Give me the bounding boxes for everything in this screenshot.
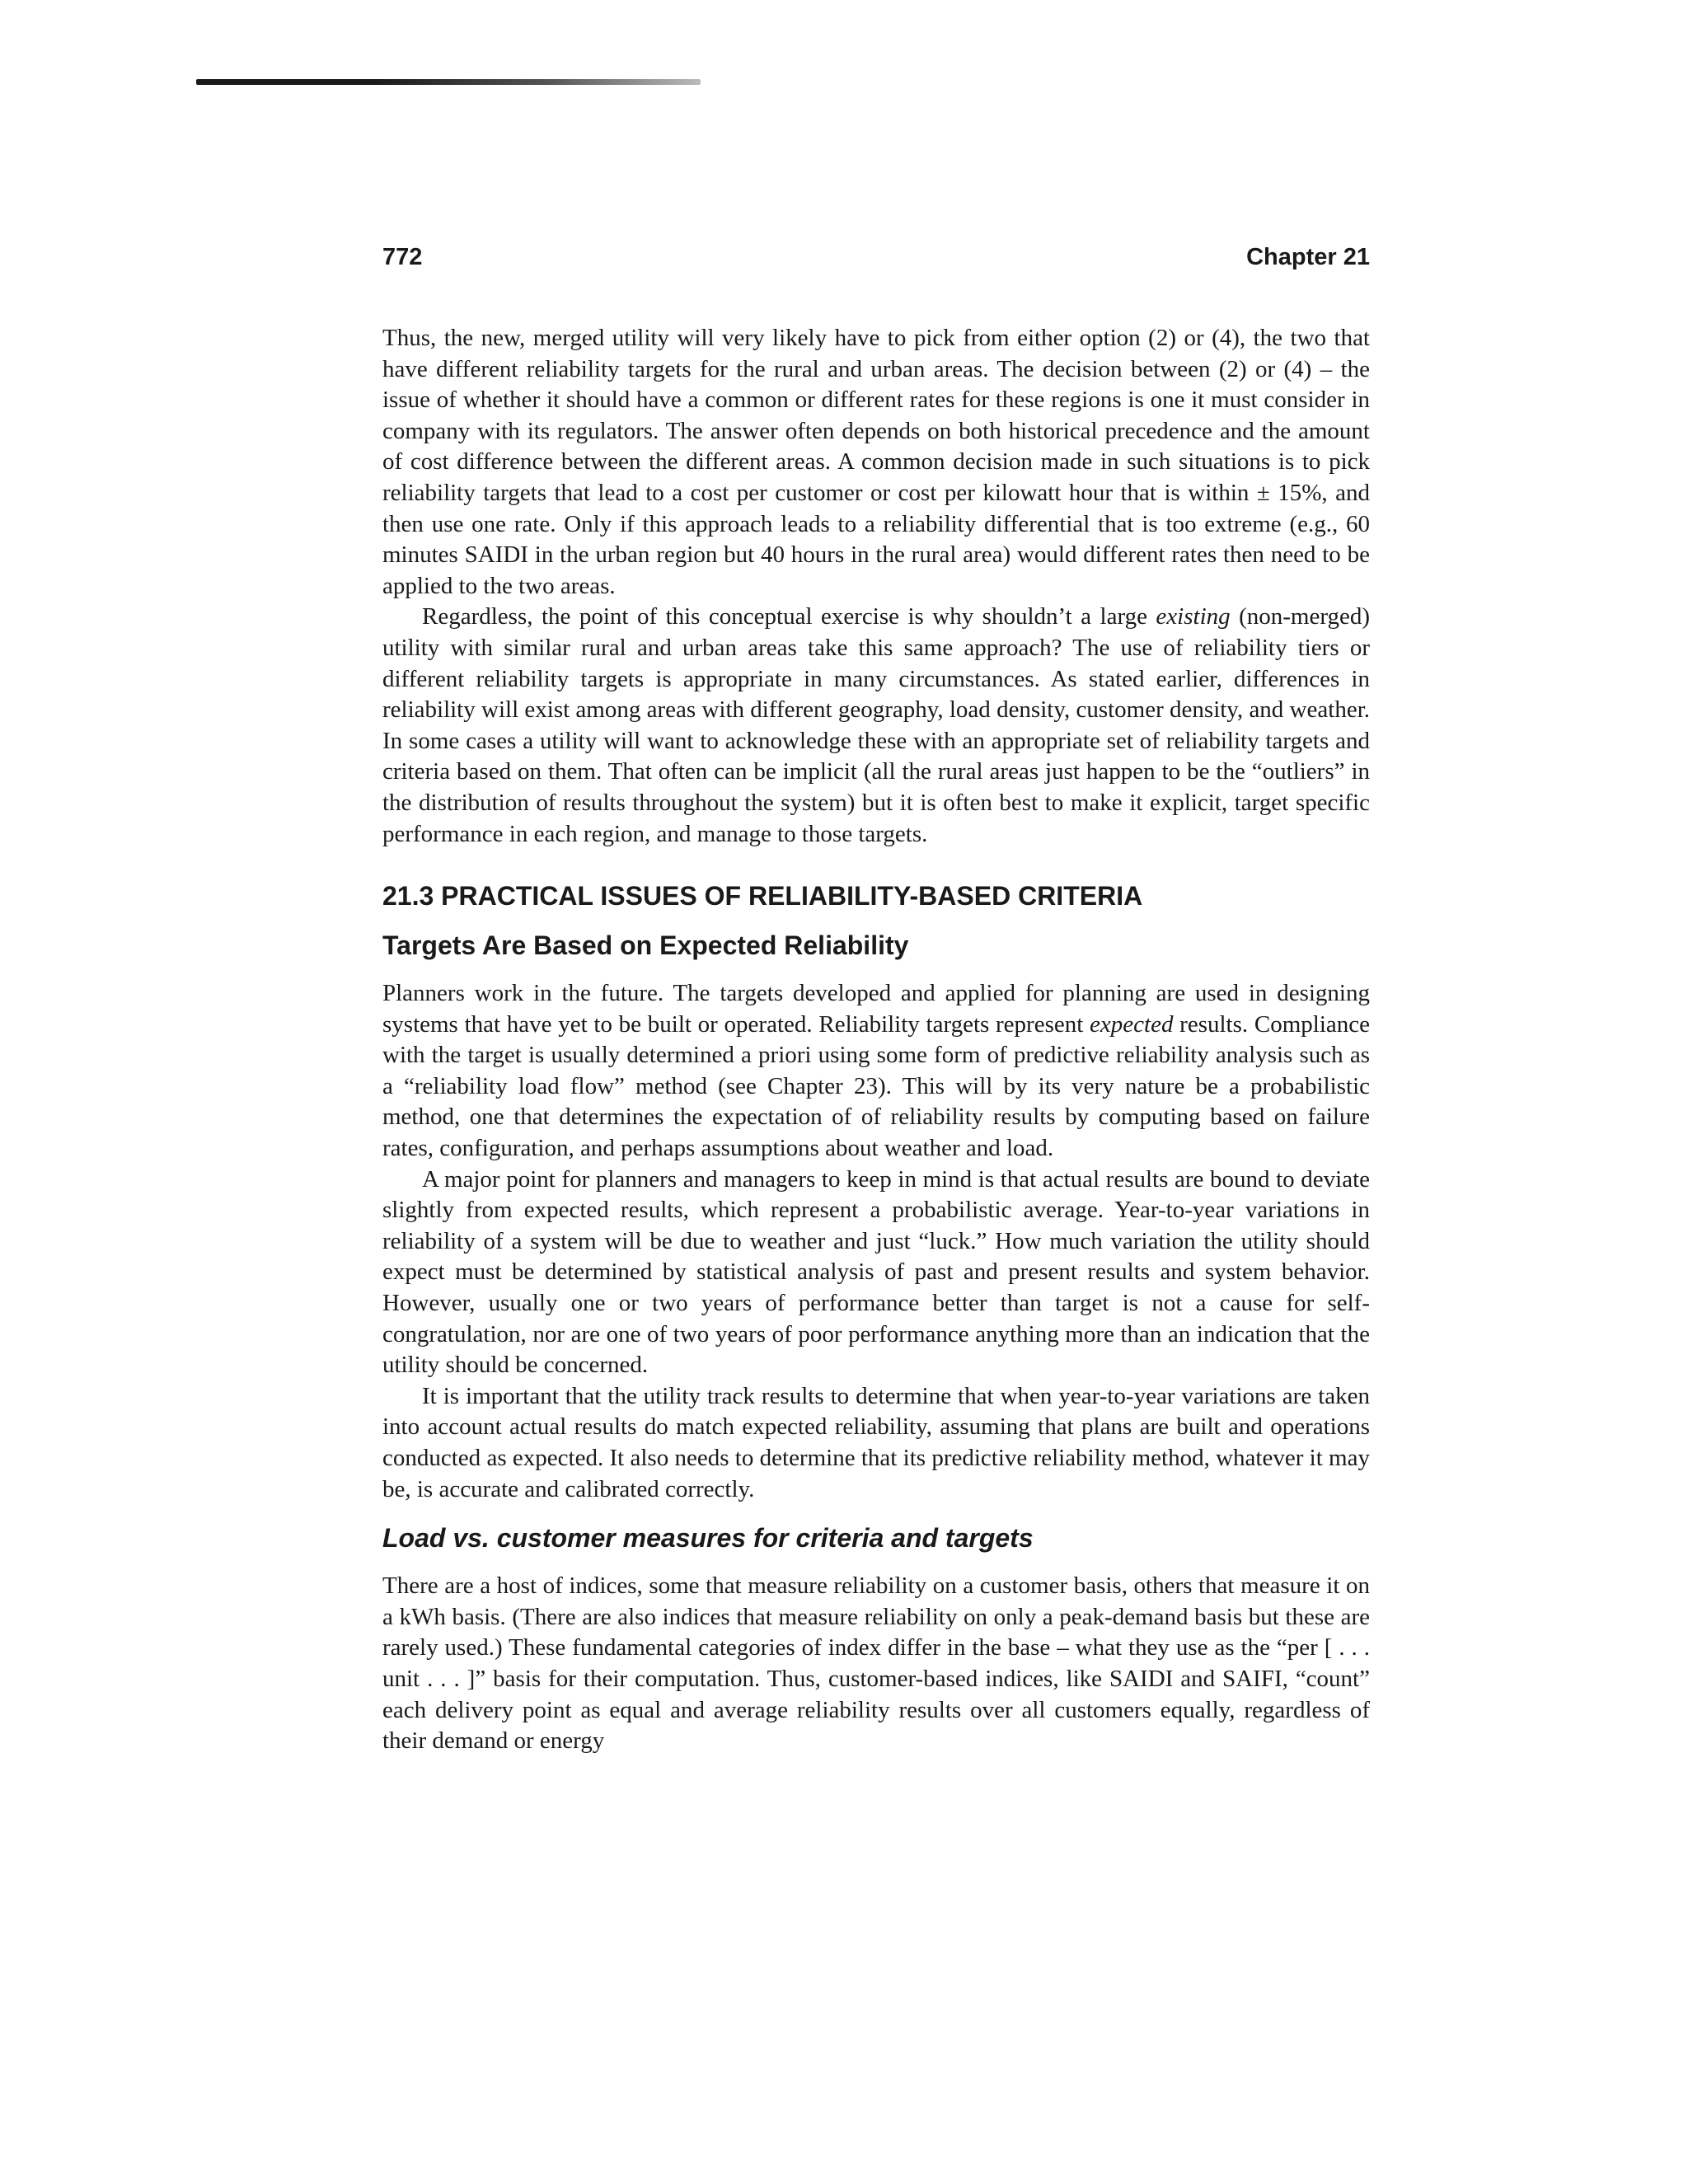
text-run: Regardless, the point of this conceptual exercise is why shouldn’t a large [422, 603, 1156, 630]
chapter-label: Chapter 21 [1246, 244, 1370, 270]
text-run: (non-merged) utility with similar rural and urban areas take this same approach? The use of reliability tiers or different reliability targets is appropriate in many circumstances. As stated earlier, differences in reliability will exist among areas with different geography, load density, customer density, and weather. In some cases a utility will want to acknowledge these with an appropriate set of reliability targets and criteria based on them. That often can be implicit (all the rural areas just happen to be the “outliers” in the distribution of results throughout the system) but it is often best to make it explicit, target specific performance in each region, and manage to those targets. [382, 603, 1370, 847]
paragraph: Thus, the new, merged utility will very likely have to pick from either option (2) or (4), the two that have different reliability targets for the rural and urban areas. The decision between (2) or (4) – the issue of whether it should have a common or different rates for these regions is one it must consider in company with its regulators. The answer often depends on both historical precedence and the amount of cost difference between the different areas. A common decision made in such situations is to pick reliability targets that lead to a cost per customer or cost per kilowatt hour that is within ± 15%, and then use one rate. Only if this approach leads to a reliability differential that is too extreme (e.g., 60 minutes SAIDI in the urban region but 40 hours in the rural area) would different rates then need to be applied to the two areas. [382, 325, 1370, 599]
paragraph: There are a host of indices, some that measure reliability on a customer basis, others that measure it on a kWh basis. (There are also indices that measure reliability on only a peak-demand basis but these are rarely used.) These fundamental categories of index differ in the base – what they use as the “per [ . . . unit . . . ]” basis for their computation. Thus, customer-based indices, like SAIDI and SAIFI, “count” each delivery point as equal and average reliability results over all customers equally, regardless of their demand or energy [382, 1572, 1370, 1755]
section-heading: 21.3 PRACTICAL ISSUES OF RELIABILITY-BASED CRITERIA [382, 881, 1143, 912]
paragraph: A major point for planners and managers to keep in mind is that actual results are bound to deviate slightly from expected results, which represent a probabilistic average. Year-to-year variations in reliability of a system will be due to weather and just “luck.” How much variation the utility should expect must be determined by statistical analysis of past and present results and system behavior. However, usually one or two years of performance better than target is not a cause for self-congratulation, nor are one of two years of poor performance anything more than an indication that the utility should be concerned. [382, 1165, 1370, 1379]
page-body [382, 323, 1370, 1757]
subsection-heading: Load vs. customer measures for criteria and targets [382, 1523, 1034, 1554]
text-run: results. Compliance with the target is usually determined a priori using some form of predictive reliability analysis such as a “reliability load flow” method (see Chapter 23). This will by its very nature be a probabilistic method, one that determines the expectation of of reliability results by computing based on failure rates, configuration, and perhaps assumptions about weather and load. [382, 1010, 1370, 1162]
top-rule [196, 79, 701, 85]
paragraph [382, 978, 1370, 1165]
page-number: 772 [382, 244, 423, 270]
paragraph [382, 602, 1370, 850]
subsection-heading: Targets Are Based on Expected Reliability [382, 930, 909, 961]
text-run: Planners work in the future. The targets developed and applied for planning are used in designing systems that have yet to be built or operated. Reliability targets represent [382, 980, 1370, 1038]
paragraph: It is important that the utility track results to determine that when year-to-year variations are taken into account actual results do match expected reliability, assuming that plans are built and operations conducted as expected. It also needs to determine that its predictive reliability method, whatever it may be, is accurate and calibrated correctly. [382, 1382, 1370, 1502]
emphasis-text: expected [1090, 1010, 1174, 1038]
running-head [382, 244, 1370, 277]
emphasis-text: existing [1156, 603, 1231, 630]
